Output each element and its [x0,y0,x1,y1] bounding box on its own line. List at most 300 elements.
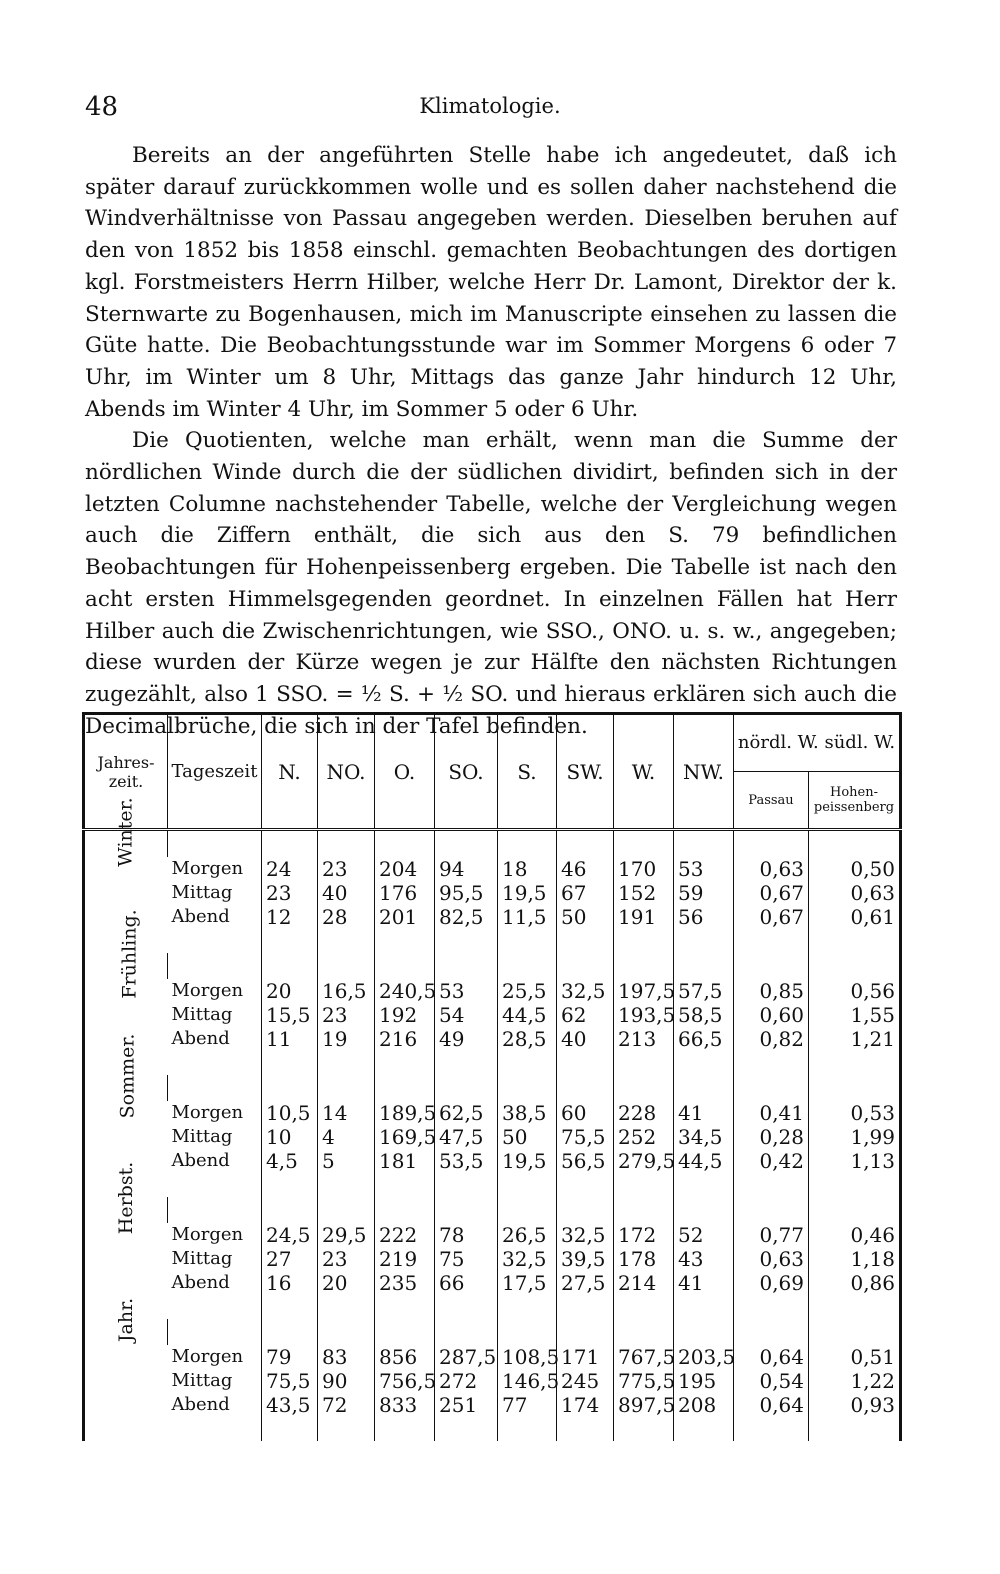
spacer-cell [375,929,435,953]
passau-quotient-cell: 0,42 [734,1149,809,1173]
spacer-cell [498,1417,557,1441]
value-cell: 23 [262,881,318,905]
spacer-cell [318,1295,375,1319]
passau-quotient-cell: 0,28 [734,1125,809,1149]
value-cell: 53 [674,857,734,881]
value-cell: 214 [614,1271,674,1295]
time-of-day-cell: Abend [171,1272,230,1293]
value-cell: 208 [674,1393,734,1417]
spacer-row [84,1075,901,1101]
header-direction: W. [614,714,674,830]
wind-table [82,712,902,1441]
spacer-cell [262,1173,318,1197]
time-of-day-cell: Abend [171,1150,230,1171]
value-cell: 23 [318,1247,375,1271]
value-cell: 77 [498,1393,557,1417]
spacer-cell [318,1319,375,1345]
time-of-day-cell: Abend [171,906,230,927]
value-cell: 28 [318,905,375,929]
spacer-cell [674,929,734,953]
spacer-cell [375,1051,435,1075]
value-cell: 219 [375,1247,435,1271]
spacer-cell [809,953,901,979]
spacer-cell [734,929,809,953]
spacer-cell [498,1051,557,1075]
value-cell: 245 [557,1369,614,1393]
spacer-cell [674,1075,734,1101]
value-cell: 152 [614,881,674,905]
spacer-cell [375,1197,435,1223]
value-cell: 38,5 [498,1101,557,1125]
value-cell: 195 [674,1369,734,1393]
spacer-cell [557,1075,614,1101]
spacer-cell [435,1197,498,1223]
value-cell: 14 [318,1101,375,1125]
table-row [84,1149,901,1173]
spacer-cell [375,1319,435,1345]
time-of-day-cell: Abend [171,1028,230,1049]
spacer-cell [809,1295,901,1319]
passau-quotient-cell: 0,77 [734,1223,809,1247]
header-direction: SW. [557,714,614,830]
spacer-cell [435,1173,498,1197]
hohenpeissenberg-quotient-cell: 0,51 [809,1345,901,1369]
hohenpeissenberg-quotient-cell: 0,86 [809,1271,901,1295]
header-direction: NW. [674,714,734,830]
spacer-cell [809,830,901,858]
value-cell: 171 [557,1345,614,1369]
spacer-cell [318,1197,375,1223]
spacer-cell [318,1417,375,1441]
value-cell: 228 [614,1101,674,1125]
spacer-cell [262,1075,318,1101]
value-cell: 10 [262,1125,318,1149]
value-cell: 40 [318,881,375,905]
spacer-cell [809,1051,901,1075]
season-cell: Frühling. [118,909,141,999]
table-row [84,1027,901,1051]
spacer-cell [375,1295,435,1319]
header-direction: N. [262,714,318,830]
spacer-cell [318,953,375,979]
value-cell: 79 [262,1345,318,1369]
value-cell: 193,5 [614,1003,674,1027]
spacer-cell [557,1197,614,1223]
passau-quotient-cell: 0,64 [734,1345,809,1369]
value-cell: 287,5 [435,1345,498,1369]
spacer-cell [168,1417,262,1441]
spacer-cell [557,1295,614,1319]
spacer-cell [734,1051,809,1075]
spacer-row [84,1051,901,1075]
spacer-cell [734,1295,809,1319]
spacer-cell [614,929,674,953]
spacer-cell [674,1051,734,1075]
spacer-cell [168,1051,262,1075]
spacer-cell [734,1197,809,1223]
spacer-cell [614,1197,674,1223]
value-cell: 57,5 [674,979,734,1003]
spacer-cell [498,953,557,979]
value-cell: 18 [498,857,557,881]
spacer-cell [262,1319,318,1345]
page-number: 48 [85,92,119,122]
season-cell: Herbst. [114,1161,137,1235]
value-cell: 170 [614,857,674,881]
hohenpeissenberg-quotient-cell: 0,63 [809,881,901,905]
value-cell: 20 [262,979,318,1003]
value-cell: 169,5 [375,1125,435,1149]
spacer-cell [435,1417,498,1441]
passau-quotient-cell: 0,82 [734,1027,809,1051]
season-cell: Jahr. [115,1297,137,1343]
spacer-cell [375,1417,435,1441]
value-cell: 83 [318,1345,375,1369]
hohenpeissenberg-quotient-cell: 0,46 [809,1223,901,1247]
value-cell: 20 [318,1271,375,1295]
table-row [84,1125,901,1149]
spacer-cell [557,929,614,953]
spacer-cell [614,1295,674,1319]
value-cell: 49 [435,1027,498,1051]
page-header [85,92,895,126]
value-cell: 53,5 [435,1149,498,1173]
spacer-cell [262,929,318,953]
spacer-row [84,1319,901,1345]
spacer-cell [498,1295,557,1319]
spacer-cell [318,929,375,953]
value-cell: 252 [614,1125,674,1149]
passau-quotient-cell: 0,67 [734,905,809,929]
spacer-cell [375,830,435,858]
time-of-day-cell: Mittag [171,882,233,903]
spacer-cell [614,1173,674,1197]
spacer-cell [435,1075,498,1101]
spacer-cell [168,1295,262,1319]
value-cell: 213 [614,1027,674,1051]
value-cell: 39,5 [557,1247,614,1271]
spacer-cell [614,1051,674,1075]
value-cell: 32,5 [557,1223,614,1247]
value-cell: 40 [557,1027,614,1051]
spacer-cell [674,830,734,858]
hohenpeissenberg-quotient-cell: 0,56 [809,979,901,1003]
value-cell: 75 [435,1247,498,1271]
value-cell: 174 [557,1393,614,1417]
value-cell: 24 [262,857,318,881]
value-cell: 19,5 [498,1149,557,1173]
value-cell: 28,5 [498,1027,557,1051]
table-row [84,1003,901,1027]
spacer-cell [375,1075,435,1101]
spacer-cell [262,1295,318,1319]
spacer-cell [435,830,498,858]
spacer-cell [614,1075,674,1101]
value-cell: 146,5 [498,1369,557,1393]
value-cell: 201 [375,905,435,929]
value-cell: 16,5 [318,979,375,1003]
header-season: Jahres-zeit. [84,714,168,830]
spacer-cell [318,1051,375,1075]
value-cell: 19,5 [498,881,557,905]
spacer-cell [435,953,498,979]
value-cell: 11,5 [498,905,557,929]
spacer-cell [734,953,809,979]
value-cell: 75,5 [262,1369,318,1393]
season-cell: Winter. [84,830,168,954]
spacer-cell [809,1075,901,1101]
time-of-day-cell: Mittag [171,1126,233,1147]
spacer-row [84,1197,901,1223]
table-row [84,1101,901,1125]
spacer-cell [614,1319,674,1345]
value-cell: 78 [435,1223,498,1247]
value-cell: 95,5 [435,881,498,905]
time-of-day-cell: Morgen [171,1224,244,1245]
value-cell: 24,5 [262,1223,318,1247]
spacer-cell [168,830,262,858]
value-cell: 833 [375,1393,435,1417]
spacer-cell [498,929,557,953]
spacer-cell [557,830,614,858]
hohenpeissenberg-quotient-cell: 1,22 [809,1369,901,1393]
table-row [84,857,901,881]
header-direction: S. [498,714,557,830]
hohenpeissenberg-quotient-cell: 1,21 [809,1027,901,1051]
spacer-cell [809,1197,901,1223]
value-cell: 54 [435,1003,498,1027]
spacer-cell [168,953,262,979]
value-cell: 43 [674,1247,734,1271]
hohenpeissenberg-quotient-cell: 1,13 [809,1149,901,1173]
spacer-cell [674,953,734,979]
hohenpeissenberg-quotient-cell: 0,93 [809,1393,901,1417]
spacer-cell [498,1319,557,1345]
table-row [84,1393,901,1417]
value-cell: 191 [614,905,674,929]
spacer-cell [614,953,674,979]
value-cell: 27,5 [557,1271,614,1295]
value-cell: 4 [318,1125,375,1149]
table-row [84,1369,901,1393]
header-passau: Passau [734,772,809,830]
header-direction: SO. [435,714,498,830]
header-direction: O. [375,714,435,830]
wind-table-wrapper [82,712,899,1441]
value-cell: 62 [557,1003,614,1027]
value-cell: 108,5 [498,1345,557,1369]
passau-quotient-cell: 0,60 [734,1003,809,1027]
spacer-cell [435,1295,498,1319]
spacer-cell [674,1319,734,1345]
hohenpeissenberg-quotient-cell: 1,18 [809,1247,901,1271]
value-cell: 75,5 [557,1125,614,1149]
spacer-row [84,1417,901,1441]
spacer-cell [734,1417,809,1441]
value-cell: 58,5 [674,1003,734,1027]
table-row [84,1271,901,1295]
value-cell: 23 [318,857,375,881]
passau-quotient-cell: 0,67 [734,881,809,905]
spacer-cell [318,830,375,858]
passau-quotient-cell: 0,85 [734,979,809,1003]
value-cell: 52 [674,1223,734,1247]
value-cell: 59 [674,881,734,905]
time-of-day-cell: Morgen [171,858,244,879]
spacer-row [84,1295,901,1319]
value-cell: 23 [318,1003,375,1027]
value-cell: 62,5 [435,1101,498,1125]
spacer-cell [498,1197,557,1223]
value-cell: 60 [557,1101,614,1125]
value-cell: 181 [375,1149,435,1173]
spacer-cell [262,1417,318,1441]
value-cell: 19 [318,1027,375,1051]
value-cell: 775,5 [614,1369,674,1393]
value-cell: 197,5 [614,979,674,1003]
spacer-cell [498,830,557,858]
value-cell: 82,5 [435,905,498,929]
value-cell: 189,5 [375,1101,435,1125]
table-row [84,1345,901,1369]
value-cell: 15,5 [262,1003,318,1027]
value-cell: 56 [674,905,734,929]
spacer-cell [734,1075,809,1101]
spacer-cell [734,1319,809,1345]
spacer-cell [809,1417,901,1441]
spacer-cell [318,1173,375,1197]
value-cell: 767,5 [614,1345,674,1369]
table-row [84,979,901,1003]
value-cell: 192 [375,1003,435,1027]
header-direction: NO. [318,714,375,830]
value-cell: 72 [318,1393,375,1417]
value-cell: 178 [614,1247,674,1271]
spacer-cell [262,1051,318,1075]
value-cell: 50 [557,905,614,929]
value-cell: 43,5 [262,1393,318,1417]
spacer-cell [375,1173,435,1197]
spacer-cell [168,1173,262,1197]
hohenpeissenberg-quotient-cell: 1,99 [809,1125,901,1149]
paragraph: Die Quotienten, welche man erhält, wenn man die Summe der nördlichen Winde durch die der südlichen dividirt, befinden sich in der letzten Columne nachstehender Tabelle, welche der Vergleichung wegen auch die Ziffern enthält, die sich aus den S. 79 befindlichen Beobachtungen für Hohenpeissenberg ergeben. Die Tabelle ist nach den acht ersten Himmelsgegenden geordnet. In einzelnen Fällen hat Herr Hilber auch die Zwischenrichtungen, wie SSO., ONO. u. s. w., angegeben; diese wurden der Kürze wegen je zur Hälfte den nächsten Richtungen zugezählt, also 1 SSO. = ½ S. + ½ SO. und hieraus erklären sich auch die Decimalbrüche, die sich in der Tafel befinden. [85,428,897,739]
time-of-day-cell: Morgen [171,1102,244,1123]
value-cell: 4,5 [262,1149,318,1173]
spacer-cell [168,1319,262,1345]
spacer-row [84,830,901,858]
value-cell: 29,5 [318,1223,375,1247]
value-cell: 50 [498,1125,557,1149]
spacer-row [84,1173,901,1197]
time-of-day-cell: Mittag [171,1248,233,1269]
value-cell: 12 [262,905,318,929]
spacer-cell [557,1417,614,1441]
value-cell: 34,5 [674,1125,734,1149]
value-cell: 176 [375,881,435,905]
spacer-row [84,953,901,979]
value-cell: 172 [614,1223,674,1247]
hohenpeissenberg-quotient-cell: 1,55 [809,1003,901,1027]
spacer-cell [168,929,262,953]
time-of-day-cell: Morgen [171,1346,244,1367]
passau-quotient-cell: 0,63 [734,857,809,881]
value-cell: 32,5 [557,979,614,1003]
spacer-cell [809,929,901,953]
spacer-cell [674,1197,734,1223]
spacer-cell [809,1173,901,1197]
passau-quotient-cell: 0,63 [734,1247,809,1271]
spacer-cell [674,1417,734,1441]
header-quotient: nördl. W. südl. W. [734,714,901,772]
spacer-cell [318,1075,375,1101]
spacer-cell [557,1051,614,1075]
value-cell: 41 [674,1271,734,1295]
value-cell: 16 [262,1271,318,1295]
value-cell: 53 [435,979,498,1003]
time-of-day-cell: Mittag [171,1004,233,1025]
spacer-cell [168,1075,262,1101]
value-cell: 216 [375,1027,435,1051]
spacer-cell [262,830,318,858]
time-of-day-cell: Mittag [171,1370,233,1391]
spacer-cell [498,1173,557,1197]
spacer-cell [614,830,674,858]
header-time: Tageszeit [168,714,262,830]
spacer-cell [557,1319,614,1345]
spacer-cell [262,1197,318,1223]
table-row [84,1247,901,1271]
passau-quotient-cell: 0,41 [734,1101,809,1125]
value-cell: 56,5 [557,1149,614,1173]
value-cell: 90 [318,1369,375,1393]
value-cell: 44,5 [674,1149,734,1173]
value-cell: 756,5 [375,1369,435,1393]
spacer-cell [435,929,498,953]
spacer-row [84,929,901,953]
table-row [84,881,901,905]
spacer-cell [498,1075,557,1101]
season-group [84,1297,901,1441]
season-cell: Sommer. [116,1033,139,1119]
passau-quotient-cell: 0,54 [734,1369,809,1393]
value-cell: 5 [318,1149,375,1173]
value-cell: 32,5 [498,1247,557,1271]
spacer-cell [734,830,809,858]
value-cell: 66,5 [674,1027,734,1051]
time-of-day-cell: Morgen [171,980,244,1001]
paragraph: Bereits an der angeführten Stelle habe ich angedeutet, daß ich später darauf zurückkommen wolle und es sollen daher nachstehend die Windverhältnisse von Passau angegeben werden. Dieselben beruhen auf den von 1852 bis 1858 einschl. gemachten Beobachtungen des dortigen kgl. Forstmeisters Herrn Hilber, welche Herr Dr. Lamont, Direktor der k. Sternwarte zu Bogenhausen, mich im Manuscripte einsehen zu lassen die Güte hatte. Die Beobachtungsstunde war im Sommer Morgens 6 oder 7 Uhr, im Winter um 8 Uhr, Mittags das ganze Jahr hindurch 12 Uhr, Abends im Winter 4 Uhr, im Sommer 5 oder 6 Uhr. [85,143,897,422]
value-cell: 46 [557,857,614,881]
value-cell: 11 [262,1027,318,1051]
passau-quotient-cell: 0,64 [734,1393,809,1417]
value-cell: 10,5 [262,1101,318,1125]
value-cell: 203,5 [674,1345,734,1369]
spacer-cell [262,953,318,979]
spacer-cell [614,1417,674,1441]
passau-quotient-cell: 0,69 [734,1271,809,1295]
table-row [84,1223,901,1247]
value-cell: 222 [375,1223,435,1247]
value-cell: 240,5 [375,979,435,1003]
value-cell: 66 [435,1271,498,1295]
spacer-cell [375,953,435,979]
spacer-cell [674,1173,734,1197]
value-cell: 856 [375,1345,435,1369]
spacer-cell [674,1295,734,1319]
header-hohenpeissenberg: Hohen-peissenberg [809,772,901,830]
value-cell: 27 [262,1247,318,1271]
value-cell: 47,5 [435,1125,498,1149]
